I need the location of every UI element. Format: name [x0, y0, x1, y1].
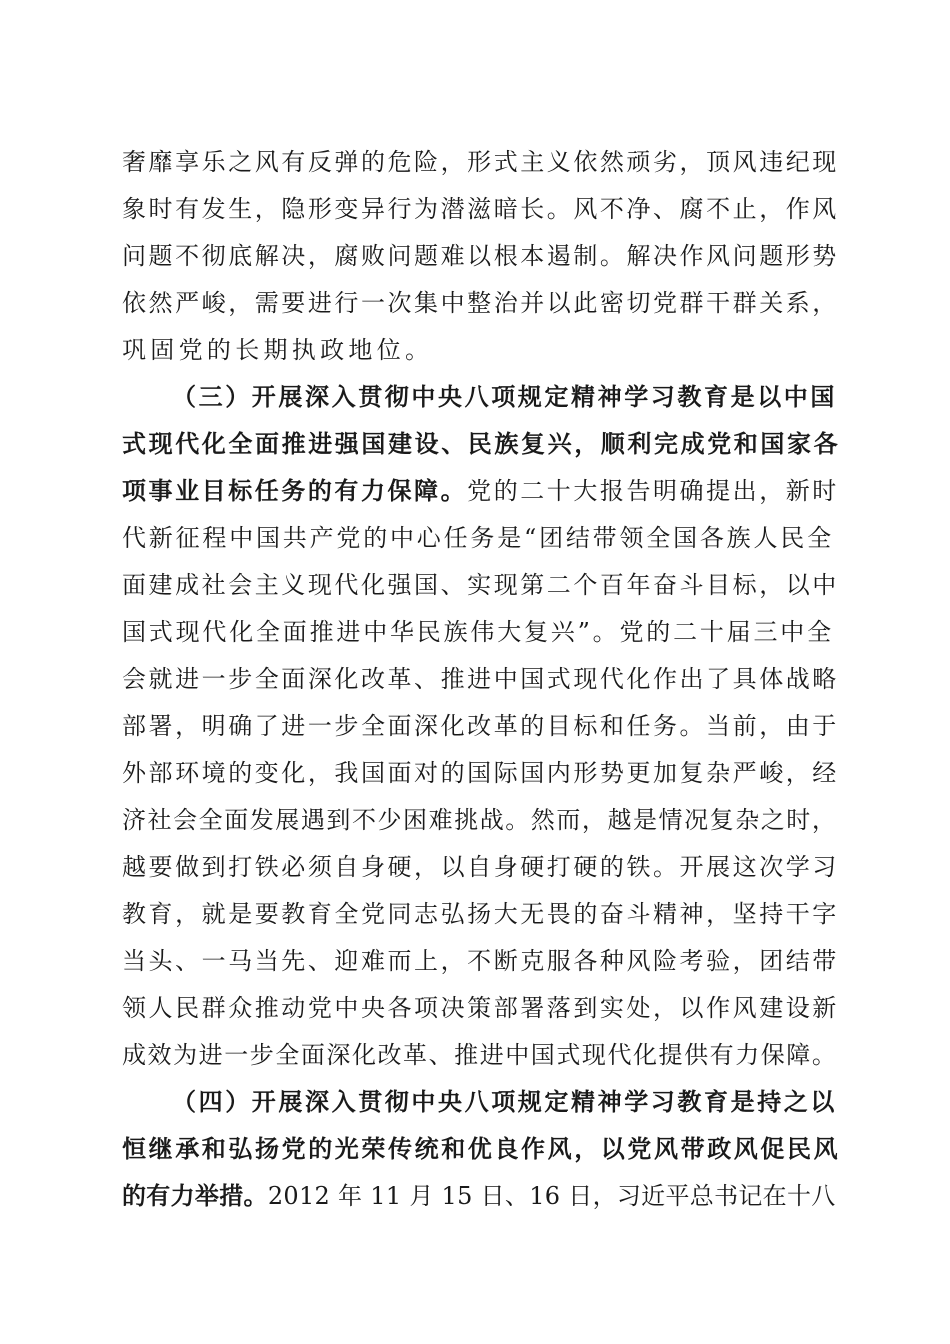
text-line: 成效为进一步全面深化改革、推进中国式现代化提供有力保障。	[122, 1041, 838, 1069]
text-line: 教育，就是要教育全党同志弘扬大无畏的奋斗精神，坚持干字	[122, 900, 839, 928]
text-span: 2012 年 11 月 15 日、16 日，习近平总书记在十八	[267, 1182, 836, 1210]
mixed-line	[122, 467, 839, 515]
text-line: 领人民群众推动党中央各项决策部署落到实处，以作风建设新	[122, 994, 839, 1022]
text-span: 党的二十大报告明确提出，新时	[467, 477, 839, 505]
text-line: 巩固党的长期执政地位。	[122, 336, 434, 364]
text-line: 问题不彻底解决，腐败问题难以根本遏制。解决作风问题形势	[122, 242, 839, 270]
text-line: 部署，明确了进一步全面深化改革的目标和任务。当前，由于	[122, 712, 839, 740]
text-line: 越要做到打铁必须自身硬，以自身硬打硬的铁。开展这次学习	[122, 853, 839, 881]
text-line: 会就进一步全面深化改革、推进中国式现代化作出了具体战略	[122, 665, 839, 693]
section-heading-4-line-3: 的有力举措。	[122, 1181, 268, 1210]
text-line: 代新征程中国共产党的中心任务是“团结带领全国各族人民全	[122, 524, 834, 552]
text-line: 外部环境的变化，我国面对的国际国内形势更加复杂严峻，经	[122, 759, 839, 787]
text-line: 象时有发生，隐形变异行为潜滋暗长。风不净、腐不止，作风	[122, 195, 839, 223]
text-line: 济社会全面发展遇到不少困难挑战。然而，越是情况复杂之时，	[122, 806, 838, 834]
section-heading-3-line-2: 式现代化全面推进强国建设、民族复兴，顺利完成党和国家各	[122, 429, 841, 458]
section-heading-3-line-1: （三）开展深入贯彻中央八项规定精神学习教育是以中国	[172, 382, 837, 411]
text-line: 当头、一马当先、迎难而上，不断克服各种风险考验，团结带	[122, 947, 839, 975]
text-line: 国式现代化全面推进中华民族伟大复兴”。党的二十届三中全	[122, 618, 834, 646]
text-line: 依然严峻，需要进行一次集中整治并以此密切党群干群关系，	[122, 289, 839, 317]
section-heading-4-line-2: 恒继承和弘扬党的光荣传统和优良作风，以党风带政风促民风	[122, 1134, 841, 1163]
section-heading-3-line-3: 项事业目标任务的有力保障。	[122, 476, 468, 505]
mixed-line	[122, 1172, 836, 1220]
text-line: 面建成社会主义现代化强国、实现第二个百年奋斗目标，以中	[122, 571, 839, 599]
text-line: 奢靡享乐之风有反弹的危险，形式主义依然顽劣，顶风违纪现	[122, 148, 839, 176]
section-heading-4-line-1: （四）开展深入贯彻中央八项规定精神学习教育是持之以	[172, 1087, 837, 1116]
